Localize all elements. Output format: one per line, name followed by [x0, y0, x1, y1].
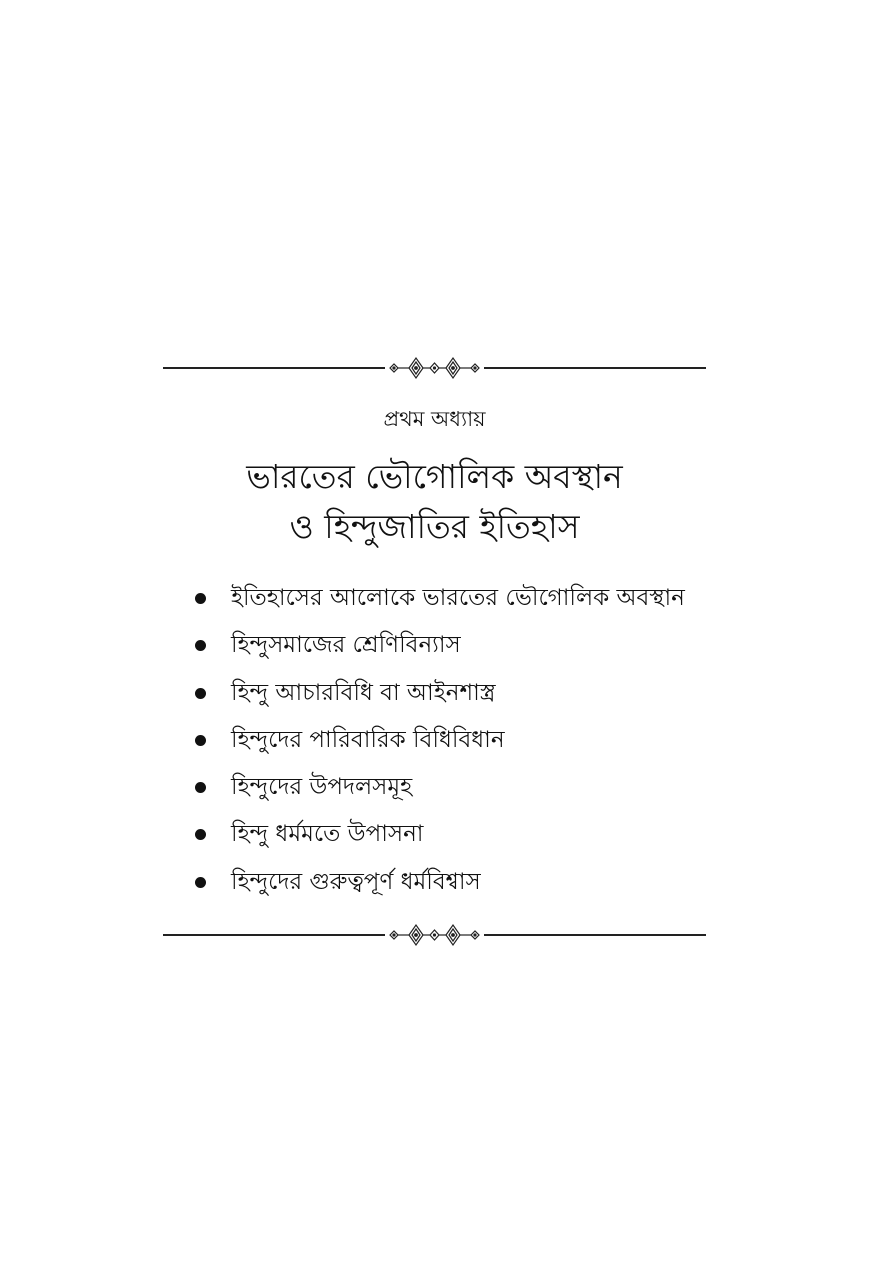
divider-rule-right [484, 367, 706, 369]
list-item [190, 767, 710, 814]
topic-text: হিন্দুদের উপদলসমূহ [231, 774, 413, 801]
topic-text: হিন্দুদের পারিবারিক বিধিবিধান [231, 726, 505, 753]
list-item [190, 814, 710, 861]
divider-rule-right [484, 934, 706, 936]
list-item [190, 673, 710, 720]
divider-rule-left [163, 934, 385, 936]
bullet-icon [195, 877, 206, 888]
top-ornamental-divider [163, 356, 706, 380]
bullet-icon [195, 688, 206, 699]
list-item [190, 862, 710, 909]
list-item [190, 578, 710, 625]
chapter-title [0, 452, 869, 552]
diamond-star-ornament-icon [385, 356, 484, 380]
divider-rule-left [163, 367, 385, 369]
bullet-icon [195, 782, 206, 793]
chapter-title-line-1: ভারতের ভৌগোলিক অবস্থান [246, 457, 623, 496]
bullet-icon [195, 829, 206, 840]
list-item [190, 720, 710, 767]
topic-list [190, 578, 710, 909]
diamond-star-ornament-icon [385, 923, 484, 947]
topic-text: হিন্দু আচারবিধি বা আইনশাস্ত্র [231, 679, 496, 706]
topic-text: হিন্দু ধর্মমতে উপাসনা [231, 821, 424, 848]
bullet-icon [195, 735, 206, 746]
topic-text: হিন্দুসমাজের শ্রেণিবিন্যাস [231, 632, 461, 659]
chapter-title-line-2: ও হিন্দুজাতির ইতিহাস [289, 507, 580, 546]
topic-text: ইতিহাসের আলোকে ভারতের ভৌগোলিক অবস্থান [231, 585, 685, 611]
chapter-number-label: প্রথম অধ্যায় [383, 407, 486, 431]
bullet-icon [195, 640, 206, 651]
list-item [190, 625, 710, 672]
bullet-icon [195, 593, 206, 604]
topic-text: হিন্দুদের গুরুত্বপূর্ণ ধর্মবিশ্বাস [231, 868, 481, 895]
bottom-ornamental-divider [163, 923, 706, 947]
